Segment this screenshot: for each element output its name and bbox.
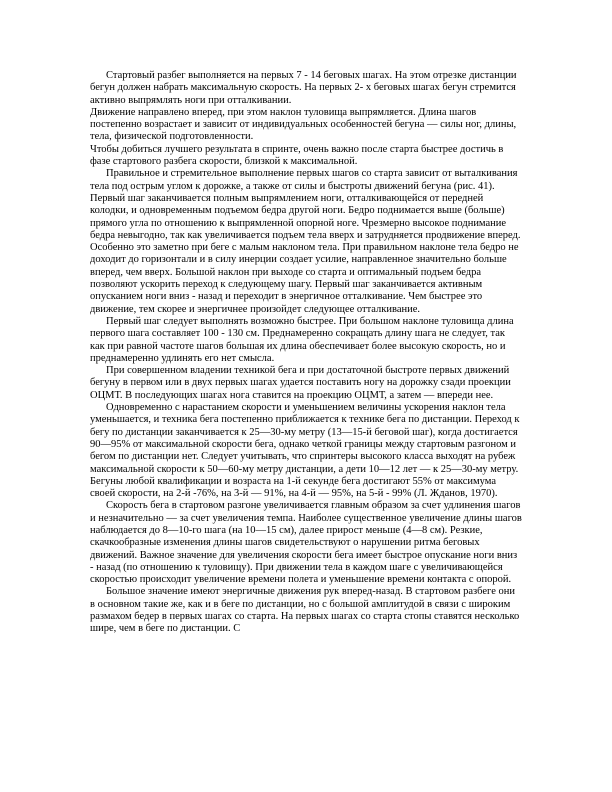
paragraph-2: Движение направлено вперед, при этом наклон туловища выпрямляется. Длина шагов постепенно возрастает и зависит от индивидуальных особенностей бегуна — силы ног, длины, тела, физической подготовленности. [90, 106, 517, 143]
paragraph-5: Первый шаг следует выполнять возможно быстрее. При большом наклоне туловища длина первого шага составляет 100 - 130 см. Преднамеренно сокращать длину шага не следует, так как при равной частоте шагов большая их длина обеспечивает более высокую скорость, но и преднамеренно удлинять его нет смысла. [90, 315, 514, 364]
paragraph-3: Чтобы добиться лучшего результата в спринте, очень важно после старта быстрее достичь в фазе стартового разбега скорости, близкой к максимальной. [90, 143, 504, 168]
paragraph-7: Одновременно с нарастанием скорости и уменьшением величины ускорения наклон тела уменьшается, и техника бега постепенно приближается к технике бега по дистанции. Переход к бегу по дистанции заканчивается к 25—30-му метру (13—15-й беговой шаг), когда достигается 90—95% от максимальной скорости бега, однако четкой границы между стартовым разгоном и бегом по дистанции нет. Следует учитывать, что спринтеры высокого класса выходят на рубеж максимальной скорости к 50—60-му метру дистанции, а дети 10—12 лет — к 25—30-му метру. Бегуны любой квалификации и возраста на 1-й секунде бега достигают 55% от максимума своей скорости, на 2-й -76%, на 3-й — 91%, на 4-й — 95%, на 5-й - 99% (Л. Жданов, 1970). [90, 402, 520, 500]
paragraph-6: При совершенном владении техникой бега и при достаточной быстроте первых движений бегуну в первом или в двух первых шагах удается поставить ногу на дорожку сзади проекции ОЦМТ. В последующих шагах нога ставится на проекцию ОЦМТ, а затем — впереди нее. [90, 365, 511, 401]
paragraph-4: Правильное и стремительное выполнение первых шагов со старта зависит от выталкивания тела под острым углом к дорожке, а также от силы и быстроты движений бегуна (рис. 41). Первый шаг заканчивается полным выпрямлением ноги, отталкивающейся от передней колодки, и одновременным подъемом бедра другой ноги. Бедро поднимается выше (больше) прямого угла по отношению к выпрямленной опорной ноге. Чрезмерно высокое поднимание бедра невыгодно, так как увеличивается подъем тела вверх и затрудняется продвижение вперед. Особенно это заметно при беге с малым наклоном тела. При правильном наклоне тела бедро не доходит до горизонтали и в силу инерции создает усилие, направленное значительно больше вперед, чем вверх. Большой наклон при выходе со старта и оптимальный подъем бедра позволяют ускорить переход к следующему шагу. Первый шаг заканчивается активным опусканием ноги вниз - назад и переходит в энергичное отталкивание. Чем быстрее это движение, тем скорее и энергичнее произойдет следующее отталкивание. [90, 168, 521, 315]
paragraph-8: Скорость бега в стартовом разгоне увеличивается главным образом за счет удлинения шагов и незначительно — за счет увеличения темпа. Наиболее существенное увеличение длины шагов наблюдается до 8—10-го шага (на 10—15 см), далее прирост меньше (4—8 см). Резкие, скачкообразные изменения длины шагов свидетельствуют о нарушении ритма беговых движений. Важное значение для увеличения скорости бега имеет быстрое опускание ноги вниз - назад (по отношению к туловищу). При движении тела в каждом шаге с увеличивающейся скоростью происходит увеличение времени полета и уменьшение времени контакта с опорой. [90, 500, 522, 586]
body-text [90, 70, 522, 636]
paragraph-1: Стартовый разбег выполняется на первых 7 - 14 беговых шагах. На этом отрезке дистанции бегун должен набрать максимальную скорость. На первых 2- х беговых шагах бегун стремится активно выпрямлять ноги при отталкивании. [90, 70, 517, 106]
paragraph-9: Большое значение имеют энергичные движения рук вперед-назад. В стартовом разбеге они в основном такие же, как и в беге по дистанции, но с большой амплитудой в связи с широким размахом бедер в первых шагах со старта. На первых шагах со старта стопы ставятся несколько шире, чем в беге по дистанции. С [90, 586, 520, 635]
